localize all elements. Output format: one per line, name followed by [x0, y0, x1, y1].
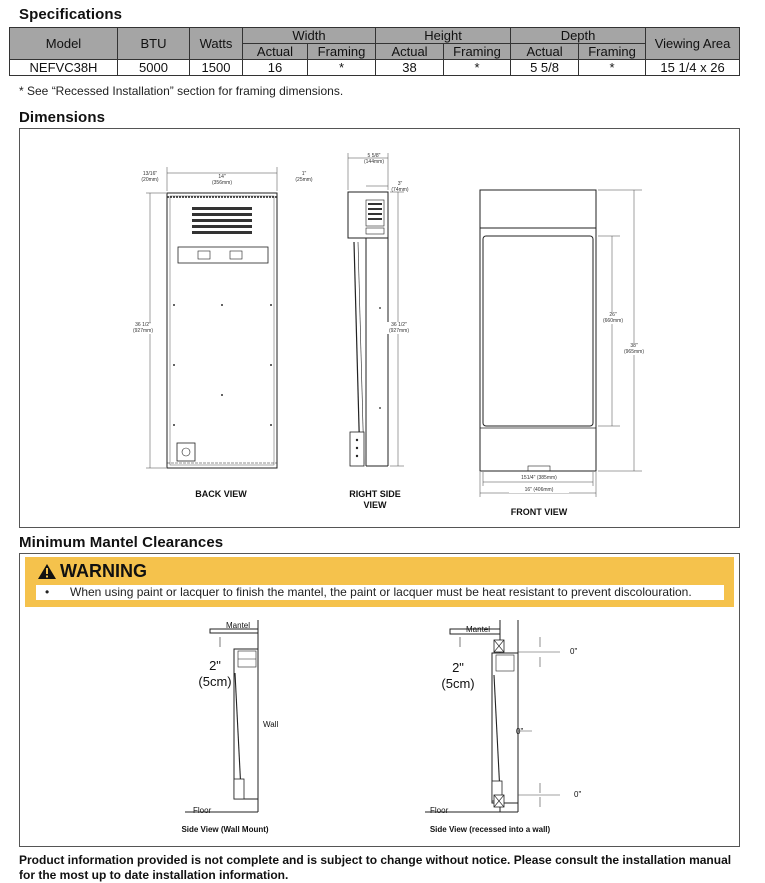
back-dim-right-top: 1" (25mm) [295, 171, 313, 183]
side-dim-top: 3" (74mm) [391, 181, 409, 193]
cell-height-framing: * [444, 60, 511, 76]
cell-height-actual: 38 [376, 60, 444, 76]
front-dim-total-width: 16" (406mm) [509, 487, 569, 493]
recessed-dim: 2" (5cm) [441, 660, 475, 691]
side-dim-height: 36 1/2" (927mm) [386, 322, 412, 334]
recessed-top-gap: 0" [570, 647, 578, 656]
specifications-footnote: * See “Recessed Installation” section for framing dimensions. [19, 84, 344, 98]
back-view-label: BACK VIEW [195, 489, 247, 499]
header-width-framing: Framing [308, 44, 376, 60]
wall-mount-dim: 2" (5cm) [198, 658, 232, 689]
warning-heading [37, 561, 147, 582]
header-height-actual: Actual [376, 44, 444, 60]
warning-line [36, 585, 724, 600]
header-depth: Depth [511, 28, 646, 44]
right-side-view-drawing [340, 148, 415, 473]
header-depth-framing: Framing [579, 44, 646, 60]
back-dim-height: 36 1/2" (927mm) [130, 322, 156, 334]
recessed-drawing [420, 615, 590, 825]
recessed-floor-label: Floor [430, 806, 449, 815]
dimensions-title: Dimensions [19, 109, 106, 126]
recessed-mantel-label: Mantel [466, 625, 491, 634]
header-watts: Watts [190, 28, 243, 60]
front-dim-view-height: 26" (660mm) [599, 312, 627, 324]
warning-text: When using paint or lacquer to finish the mantel, the paint or lacquer must be heat resistant to prevent discolouration. [70, 585, 692, 599]
header-width: Width [243, 28, 376, 44]
back-view-drawing [130, 145, 310, 480]
warning-bullet: • [45, 585, 50, 599]
recessed-mid-gap: 0" [516, 727, 524, 736]
wall-label: Wall [263, 720, 279, 729]
cell-depth-framing: * [579, 60, 646, 76]
front-view-drawing [470, 180, 655, 500]
header-btu: BTU [118, 28, 190, 60]
header-depth-actual: Actual [511, 44, 579, 60]
specifications-table [9, 27, 740, 76]
clearances-title: Minimum Mantel Clearances [19, 534, 224, 551]
cell-btu: 5000 [118, 60, 190, 76]
header-width-actual: Actual [243, 44, 308, 60]
table-row [10, 60, 740, 76]
warning-title: WARNING [60, 561, 147, 581]
right-side-view-label: RIGHT SIDE VIEW [349, 489, 401, 510]
header-model: Model [10, 28, 118, 60]
cell-depth-actual: 5 5/8 [511, 60, 579, 76]
cell-width-framing: * [308, 60, 376, 76]
cell-viewing-area: 15 1/4 x 26 [646, 60, 740, 76]
side-dim-depth: 5 5/8" (144mm) [363, 153, 384, 165]
disclaimer-text: Product information provided is not complete and is subject to change without notice. Please consult the installation manual for the most up to date installation information. [19, 853, 732, 882]
warning-triangle-icon [37, 563, 57, 580]
cell-model: NEFVC38H [10, 60, 118, 76]
recessed-bottom-gap: 0" [574, 790, 582, 799]
header-viewing-area: Viewing Area [646, 28, 740, 60]
front-dim-view-width: 151/4" (385mm) [509, 475, 569, 481]
front-view-label: FRONT VIEW [510, 507, 568, 517]
wall-mantel-label: Mantel [226, 621, 251, 630]
cell-width-actual: 16 [243, 60, 308, 76]
back-dim-left-top: 13/16" (20mm) [141, 171, 159, 183]
wall-mount-floor-label: Floor [193, 806, 212, 815]
front-dim-total-height: 38" (965mm) [620, 343, 648, 355]
header-height: Height [376, 28, 511, 44]
warning-box [25, 557, 734, 607]
wall-mount-caption: Side View (Wall Mount) [181, 825, 269, 834]
specifications-title: Specifications [19, 6, 123, 23]
recessed-caption: Side View (recessed into a wall) [429, 825, 551, 834]
cell-watts: 1500 [190, 60, 243, 76]
header-height-framing: Framing [444, 44, 511, 60]
back-dim-width: 14" (356mm) [211, 174, 232, 186]
